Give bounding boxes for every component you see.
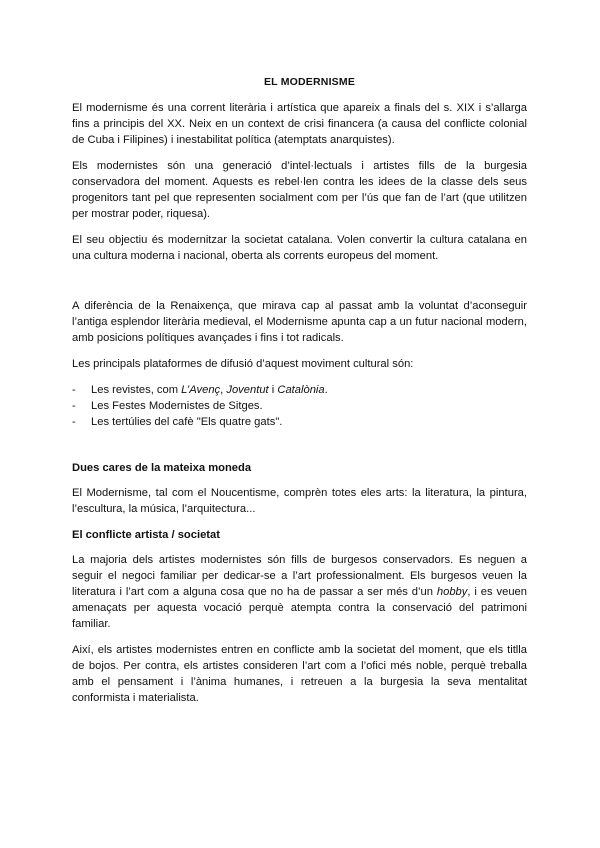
hobby-emphasis: hobby <box>436 586 468 598</box>
document-title: EL MODERNISME <box>263 76 356 88</box>
list-item: - Les revistes, com L’Avenç, Joventut i Catalònia. <box>72 384 328 396</box>
dash-bullet: - <box>72 384 76 396</box>
intro-paragraph-2: Els modernistes són una generació d’intel·lectuals i artistes fills de la burgesia conservadora del moment. Aquests es rebel·len contra les idees de la classe dels seus progenitors tant pel que representen socialment com per l’ús que fan de l’art (que utilitzen per mostrar poder, riquesa). <box>72 160 527 220</box>
list-item: - Les tertúlies del cafè "Els quatre gats". <box>72 416 283 428</box>
renaixenca-paragraph: A diferència de la Renaixença, que mirava cap al passat amb la voluntat d’aconseguir l’antiga esplendor literària medieval, el Modernisme apunta cap a un futur nacional modern, amb posicions polítiques avançades i fins i tot radicals. <box>72 300 527 344</box>
dash-bullet: - <box>72 416 76 428</box>
section-heading-dues-cares: Dues cares de la mateixa moneda <box>72 462 252 474</box>
magazine-title: Joventut <box>226 384 269 396</box>
conflicte-paragraph-1: La majoria dels artistes modernistes són fills de burgesos conservadors. Es neguen a seguir el negoci familiar per dedicar-se a l’art professionalment. Els burgesos veuen la literatura i l’art com a alguna cosa que no ha de passar a ser més d’un hobby, i es veuen amenaçats per aquesta vocació perquè atempta contra la conservació del patrimoni familiar. <box>72 554 527 630</box>
dash-bullet: - <box>72 400 76 412</box>
intro-paragraph-3: El seu objectiu és modernitzar la societat catalana. Volen convertir la cultura catalana en una cultura moderna i nacional, oberta als corrents europeus del moment. <box>72 234 527 262</box>
platforms-intro: Les principals plataformes de difusió d’aquest moviment cultural són: <box>72 358 414 370</box>
list-item: - Les Festes Modernistes de Sitges. <box>72 400 263 412</box>
section-heading-conflicte: El conflicte artista / societat <box>72 529 220 541</box>
platforms-list <box>72 382 527 430</box>
conflicte-paragraph-2: Així, els artistes modernistes entren en conflicte amb la societat del moment, que els titlla de bojos. Per contra, els artistes consideren l’art com a l’ofici més noble, perquè treballa amb el pensament i l’ànima humanes, i retreuen a la burgesia la seva mentalitat conformista i materialista. <box>72 644 527 704</box>
magazine-title: L’Avenç <box>181 384 221 396</box>
intro-paragraph-1: El modernisme és una corrent literària i artística que apareix a finals del s. XIX i s’allarga fins a principis del XX. Neix en un context de crisi financera (a causa del conflicte colonial de Cuba i Filipines) i inestabilitat política (atemptats anarquistes). <box>72 102 527 146</box>
document-page <box>72 74 527 716</box>
magazine-title: Catalònia <box>277 384 325 396</box>
dues-cares-paragraph: El Modernisme, tal com el Noucentisme, comprèn totes eles arts: la literatura, la pintura, l’escultura, la música, l’arquitectura... <box>72 487 527 515</box>
